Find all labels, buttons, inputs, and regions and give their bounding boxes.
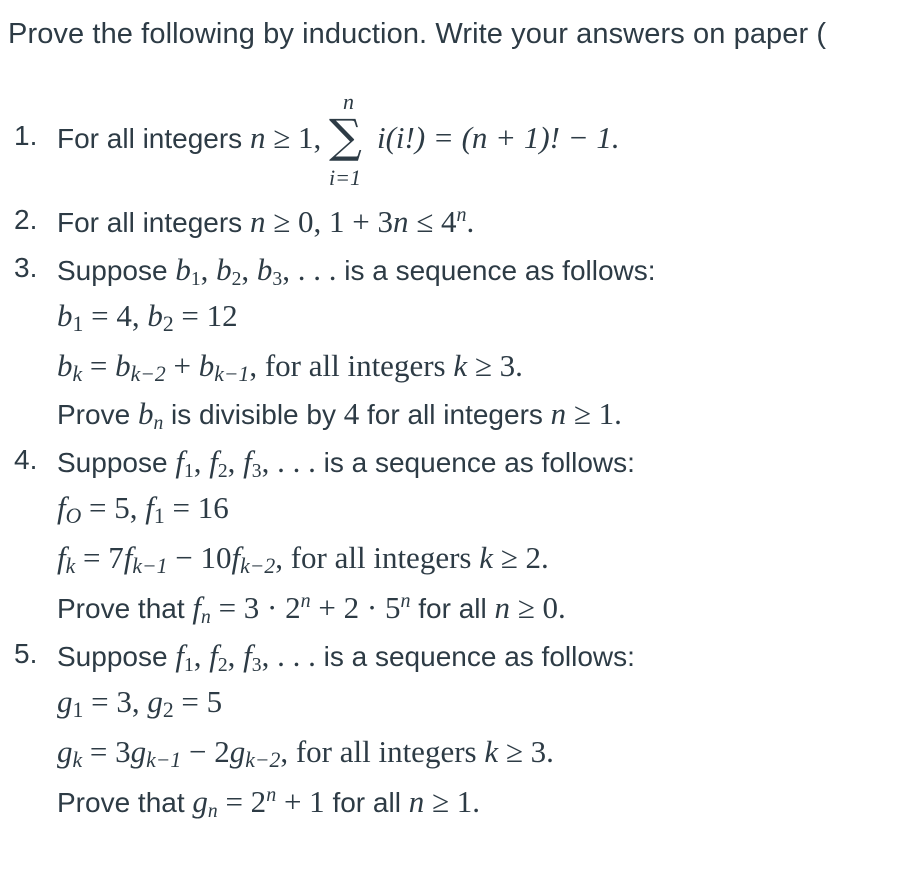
problem-text: is a sequence as follows: — [315, 641, 635, 672]
problem-number: 2. — [14, 204, 38, 235]
problem-text: For all integers — [57, 207, 250, 238]
summation: n ∑ i=1 — [328, 89, 362, 190]
problem-number: 3. — [14, 252, 38, 283]
problem-text: is a sequence as follows: — [336, 255, 656, 286]
problem-number: 5. — [14, 638, 38, 669]
problem-text: is a sequence as follows: — [315, 447, 635, 478]
problem-text: Suppose — [57, 641, 176, 672]
problem-number: 1. — [14, 120, 38, 151]
problem-text: Suppose — [57, 447, 176, 478]
problem-text: For all integers — [57, 123, 250, 154]
problem-number: 4. — [14, 444, 38, 475]
problem-text: Suppose — [57, 255, 176, 286]
instructions-heading: Prove the following by induction. Write your answers on paper ( — [8, 18, 827, 50]
summation-expression: i(i!) = (n + 1)! − 1. — [376, 120, 620, 155]
